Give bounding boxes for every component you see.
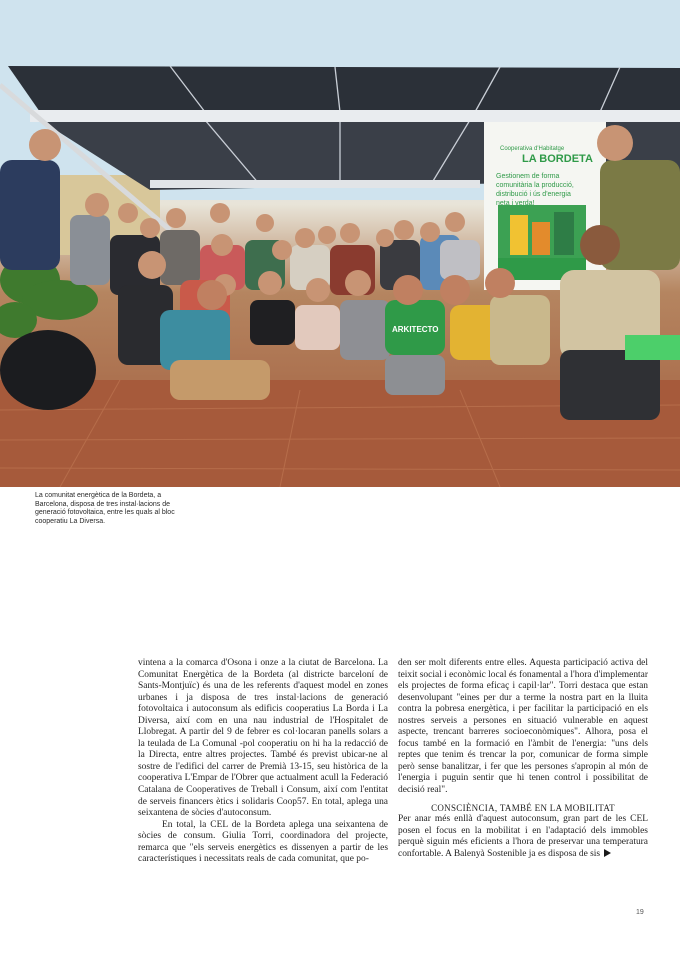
banner-tagline: Cooperativa d'Habitatge <box>500 146 565 152</box>
banner-line-3: distribució i ús d'energia <box>496 191 571 198</box>
paragraph: den ser molt diferents entre elles. Aquesta participació activa del teixit social i econòmic local és fonamental a l'hora d'implementar els projectes de forma eficaç i capil·lar". Torri destaca que estan desenvolupant "eines per dur a terme la nostra part en la lluita contra la pobresa energètica, i per facilitar la participació en els nostres serveis a persones en situació vulnerable en aquest aspecte, trencant barreres socioeconòmiques". Alhora, posa el focus també en la formació en l'àmbit de l'energia: "uns dels reptes que tenim és trencar la por, comunicar de forma simple però sense banalitzar, i fer que les persones s'apropin al món de l'energia i puguin sentir que hi tenen control i possibilitat de decisió real". <box>398 658 648 796</box>
paragraph: vintena a la comarca d'Osona i onze a la ciutat de Barcelona. La Comunitat Energètica de la Bordeta (al districte barceloní de Sants-Montjuïc) és una de les referents d'aquest model en zones urbanes i ja disposa de tres instal·lacions de generació fotovoltaica i autoconsum als edificis cooperatius La Borda i La Diversa, així com en una nau industrial de l'Hospitalet de Llobregat. A partir del 9 de febrer es col·locaran panells solars a la teulada de La Comunal -pol cooperatiu on hi ha la redacció de la Directa, entre altres projectes. També és previst ubicar-ne al sostre de l'edifici del carrer de Premià 13-15, seu històrica de la cooperativa L'Empar de l'Obrer que actualment acull la Federació Catalana de Cooperatives de Treball i Consum, així com l'entitat de serveis financers ètics i solidaris Coop57. En total, aplega una seixantena de sòcies d'autoconsum. <box>138 658 388 819</box>
article-column-left <box>138 658 388 866</box>
photo-caption: La comunitat energètica de la Bordeta, a Barcelona, disposa de tres instal·lacions de generació fotovoltaica, entre les quals al bloc cooperatiu La Diversa. <box>35 492 175 525</box>
article-column-right <box>398 658 648 860</box>
page-number: 19 <box>636 909 644 916</box>
paragraph: En total, la CEL de la Bordeta aplega una seixantena de sòcies de consum. Giulia Torri, coordinadora del projecte, remarca que "els serveis energètics es dissenyen a partir de les característiques i necessitats reals de cada comunitat, que po- <box>138 819 388 865</box>
continue-arrow-icon <box>604 849 611 857</box>
banner-brand: LA BORDETA <box>522 153 593 165</box>
paragraph: Per anar més enllà d'aquest autoconsum, gran part de les CEL posen el focus en la mobilitat i en l'adaptació dels immobles perquè siguin més eficients a l'hora de preservar una temperatura confortable. A Balenyà Sostenible ja es disposa de sis <box>398 814 648 859</box>
banner-line-4: neta i verda! <box>496 200 535 207</box>
section-subheading: CONSCIÈNCIA, TAMBÉ EN LA MOBILITAT <box>431 802 615 813</box>
banner-line-1: Gestionem de forma <box>496 173 560 180</box>
paragraph-with-continue <box>398 814 648 860</box>
banner-line-2: comunitària la producció, <box>496 182 574 189</box>
shirt-logo: ARKITECTO <box>392 325 439 334</box>
